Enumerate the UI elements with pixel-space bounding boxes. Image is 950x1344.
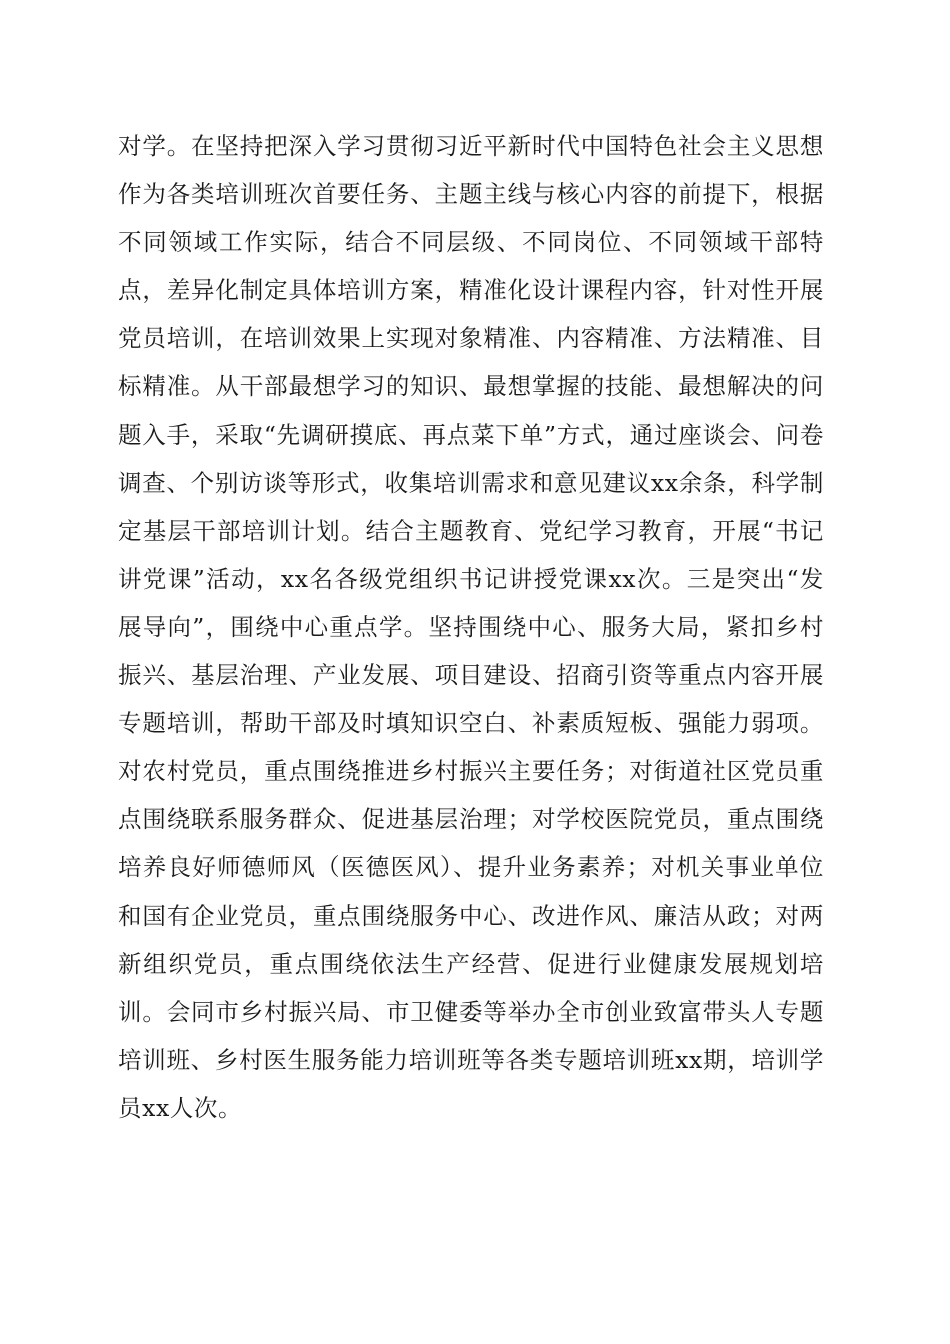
body-paragraph: 对学。在坚持把深入学习贯彻习近平新时代中国特色社会主义思想作为各类培训班次首要任务、主题主线与核心内容的前提下，根据不同领域工作实际，结合不同层级、不同岗位、不同领域干部特点，差异化制定具体培训方案，精准化设计课程内容，针对性开展党员培训，在培训效果上实现对象精准、内容精准、方法精准、目标精准。从干部最想学习的知识、最想掌握的技能、最想解决的问题入手，采取“先调研摸底、再点菜下单”方式，通过座谈会、问卷调查、个别访谈等形式，收集培训需求和意见建议xx余条，科学制定基层干部培训计划。结合主题教育、党纪学习教育，开展“书记讲党课”活动，xx名各级党组织书记讲授党课xx次。三是突出“发展导向”，围绕中心重点学。坚持围绕中心、服务大局，紧扣乡村振兴、基层治理、产业发展、项目建设、招商引资等重点内容开展专题培训，帮助干部及时填知识空白、补素质短板、强能力弱项。对农村党员，重点围绕推进乡村振兴主要任务；对街道社区党员重点围绕联系服务群众、促进基层治理；对学校医院党员，重点围绕培养良好师德师风（医德医风）、提升业务素养；对机关事业单位和国有企业党员，重点围绕服务中心、改进作风、廉洁从政；对两新组织党员，重点围绕依法生产经营、促进行业健康发展规划培训。会同市乡村振兴局、市卫健委等举办全市创业致富带头人专题培训班、乡村医生服务能力培训班等各类专题培训班xx期，培训学员xx人次。 [118, 132, 824, 1122]
